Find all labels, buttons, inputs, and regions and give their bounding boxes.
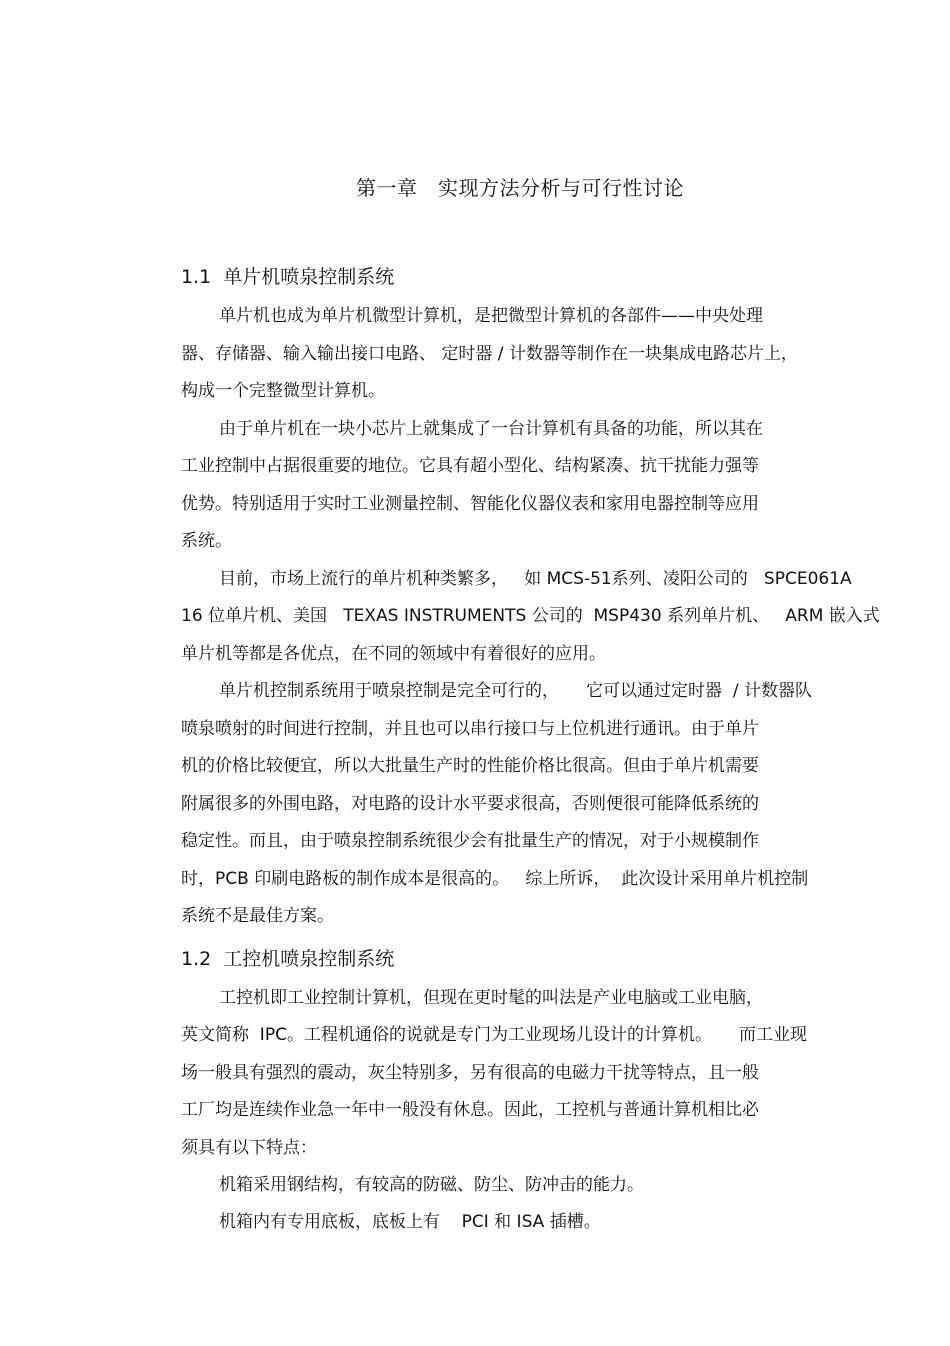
paragraph-line: 须具有以下特点： bbox=[181, 1138, 317, 1158]
paragraph-line: 附属很多的外围电路，对电路的设计水平要求很高，否则便很可能降低系统的 bbox=[181, 794, 759, 814]
paragraph-line: 单片机也成为单片机微型计算机，是把微型计算机的各部件——中央处理 bbox=[219, 306, 763, 326]
paragraph-line: 工控机即工业控制计算机，但现在更时髦的叫法是产业电脑或工业电脑， bbox=[219, 988, 763, 1008]
paragraph-line: 工厂均是连续作业急一年中一般没有休息。因此，工控机与普通计算机相比必 bbox=[181, 1100, 759, 1120]
paragraph-line: 单片机控制系统用于喷泉控制是完全可行的， 它可以通过定时器 / 计数器队 bbox=[219, 681, 812, 701]
paragraph-line: 机的价格比较便宜，所以大批量生产时的性能价格比很高。但由于单片机需要 bbox=[181, 756, 759, 776]
chapter-title: 第一章 实现方法分析与可行性讨论 bbox=[355, 176, 685, 200]
paragraph-line: 喷泉喷射的时间进行控制，并且也可以串行接口与上位机进行通讯。由于单片 bbox=[181, 719, 759, 739]
paragraph-line: 系统不是最佳方案。 bbox=[181, 906, 334, 926]
section-heading-1-2: 1.2 工控机喷泉控制系统 bbox=[181, 948, 395, 970]
paragraph-line: 稳定性。而且，由于喷泉控制系统很少会有批量生产的情况，对于小规模制作 bbox=[181, 831, 759, 851]
paragraph-line: 机箱内有专用底板，底板上有 PCI 和 ISA 插槽。 bbox=[219, 1212, 601, 1232]
paragraph-line: 机箱采用钢结构，有较高的防磁、防尘、防冲击的能力。 bbox=[219, 1175, 644, 1195]
paragraph-line: 英文简称 IPC。工程机通俗的说就是专门为工业现场儿设计的计算机。 而工业现 bbox=[181, 1025, 807, 1045]
paragraph-line: 时，PCB 印刷电路板的制作成本是很高的。 综上所诉， 此次设计采用单片机控制 bbox=[181, 869, 809, 889]
paragraph-line: 目前，市场上流行的单片机种类繁多， 如 MCS-51系列、凌阳公司的 SPCE061A bbox=[219, 569, 852, 589]
paragraph-line: 工业控制中占据很重要的地位。它具有超小型化、结构紧凑、抗干扰能力强等 bbox=[181, 456, 759, 476]
paragraph-line: 单片机等都是各优点，在不同的领域中有着很好的应用。 bbox=[181, 644, 606, 664]
section-heading-1-1: 1.1 单片机喷泉控制系统 bbox=[181, 266, 395, 288]
paragraph-line: 器、存储器、输入输出接口电路、 定时器 / 计数器等制作在一块集成电路芯片上， bbox=[181, 344, 798, 364]
paragraph-line: 由于单片机在一块小芯片上就集成了一台计算机有具备的功能，所以其在 bbox=[219, 419, 763, 439]
paragraph-line: 系统。 bbox=[181, 531, 232, 551]
paragraph-line: 场一般具有强烈的震动，灰尘特别多，另有很高的电磁力干扰等特点，且一般 bbox=[181, 1063, 759, 1083]
paragraph-line: 构成一个完整微型计算机。 bbox=[181, 381, 385, 401]
paragraph-line: 优势。特别适用于实时工业测量控制、智能化仪器仪表和家用电器控制等应用 bbox=[181, 494, 759, 514]
paragraph-line: 16 位单片机、美国 TEXAS INSTRUMENTS 公司的 MSP430 系列单片机、 ARM 嵌入式 bbox=[181, 606, 880, 626]
